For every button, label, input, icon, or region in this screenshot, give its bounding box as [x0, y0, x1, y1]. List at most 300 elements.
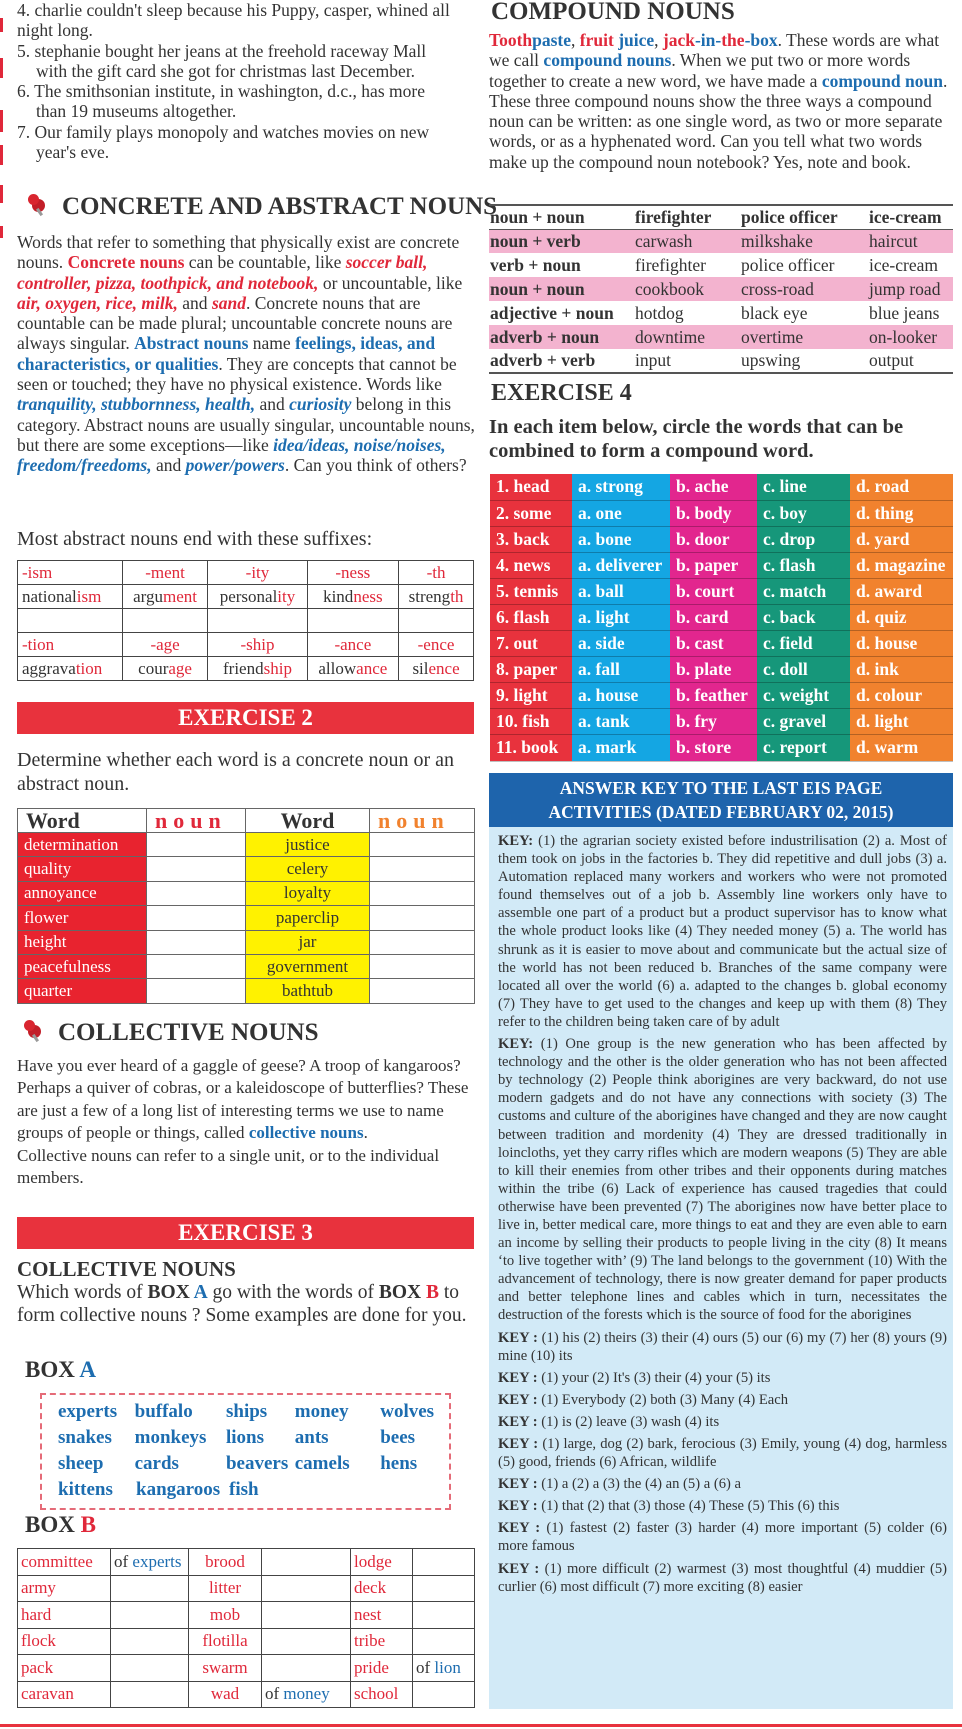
text: BOX — [147, 1282, 194, 1303]
option-word[interactable]: d. quiz — [850, 604, 953, 630]
option-word[interactable]: b. plate — [670, 657, 757, 683]
examples: idea/ideas, noise/noises, freedom/freedoms, — [17, 434, 446, 476]
option-word[interactable]: a. bone — [572, 526, 670, 552]
answer-cell[interactable] — [370, 881, 475, 905]
suffix-cell — [208, 609, 307, 633]
key-text: (1) fastest (2) faster (3) harder (4) more important (5) colder (6) more famous — [498, 1520, 947, 1555]
table-row — [18, 1549, 475, 1576]
collective-paragraph — [17, 1055, 475, 1189]
table-row — [490, 526, 953, 552]
answer-cell[interactable] — [147, 833, 246, 857]
suffix-table — [17, 560, 474, 681]
word-stem: sil — [412, 658, 429, 678]
table-row — [18, 906, 475, 930]
option-word[interactable]: c. doll — [757, 657, 850, 683]
table-row — [490, 735, 953, 761]
word-suffix: -ship — [240, 634, 275, 654]
table-row — [489, 277, 953, 301]
word-cell: flower — [18, 906, 147, 930]
answer-cell[interactable] — [147, 930, 246, 954]
table-row — [490, 474, 953, 500]
answer-cell[interactable] — [413, 1628, 475, 1655]
suffix-cell — [18, 585, 123, 609]
answer-cell[interactable] — [370, 857, 475, 881]
answer-word: experts — [132, 1551, 182, 1571]
text: and — [255, 394, 290, 415]
word-suffix: -tion — [22, 634, 55, 654]
margin-mark — [0, 18, 3, 32]
table-row — [490, 604, 953, 630]
option-word[interactable]: d. colour — [850, 683, 953, 709]
word-stem: argu — [133, 586, 164, 606]
box-a-word: ants — [294, 1427, 329, 1448]
text: . When we put two or more words together to create a new word, we have made a — [489, 50, 911, 91]
answer-cell[interactable] — [413, 1681, 475, 1708]
word-suffix: age — [168, 658, 192, 678]
word-cell: annoyance — [18, 881, 147, 905]
pushpin-icon — [26, 192, 48, 216]
word-suffix: -ance — [334, 634, 372, 654]
example-cell: black eye — [741, 302, 808, 323]
option-word[interactable]: b. body — [670, 500, 757, 526]
suffix-cell — [307, 561, 398, 585]
option-word[interactable]: a. house — [572, 683, 670, 709]
option-word[interactable]: d. warm — [850, 735, 953, 761]
table-row — [490, 631, 953, 657]
margin-mark — [0, 145, 3, 165]
answer-key-item — [489, 1329, 953, 1365]
answer-cell[interactable] — [111, 1681, 189, 1708]
text: . Can you think of others? — [284, 455, 467, 476]
list-item: 4. charlie couldn't sleep because his Puppy, casper, whined all night long. — [17, 0, 450, 41]
box-a-word: cards — [134, 1453, 179, 1474]
key-text: (1) your (2) It's (3) their (4) your (5) its — [537, 1369, 771, 1386]
option-word[interactable]: b. cast — [670, 631, 757, 657]
suffix-cell — [399, 609, 474, 633]
header-noun: noun — [147, 809, 246, 833]
header-word: Word — [18, 809, 147, 833]
key-text: (1) a (2) a (3) the (4) an (5) a (6) a — [537, 1476, 741, 1493]
answer-cell[interactable] — [147, 857, 246, 881]
answer-key-item — [489, 1413, 953, 1431]
collective-noun-cell: deck — [351, 1575, 413, 1602]
suffix-cell — [307, 633, 398, 657]
key-text: (1) more difficult (2) warmest (3) most thoughtful (4) muddier (5) curlier (6) most difficult (7) more exciting (8) easier — [498, 1560, 947, 1595]
example-cell: police officer — [741, 206, 838, 227]
option-word[interactable]: b. court — [670, 578, 757, 604]
item-word: 8. paper — [490, 657, 572, 683]
option-word[interactable]: b. fry — [670, 709, 757, 735]
word-suffix: ence — [428, 658, 460, 678]
answer-cell[interactable] — [413, 1575, 475, 1602]
option-word[interactable]: a. tank — [572, 709, 670, 735]
text: . These words are what we call — [489, 30, 940, 71]
word-suffix: -ence — [417, 634, 455, 654]
word-cell: bathtub — [246, 979, 370, 1003]
box-a-word: experts — [58, 1401, 118, 1422]
answer-cell[interactable] — [370, 906, 475, 930]
example-cell: downtime — [634, 325, 740, 349]
suffix-cell — [307, 609, 398, 633]
suffix-cell — [122, 561, 208, 585]
collective-noun-cell: pride — [351, 1655, 413, 1682]
collective-noun-cell: pack — [18, 1655, 111, 1682]
example-cell: carwash — [634, 229, 740, 253]
item-word: 11. book — [490, 735, 572, 761]
collective-noun-cell: caravan — [18, 1681, 111, 1708]
answer-cell[interactable] — [370, 954, 475, 978]
option-word[interactable]: b. feather — [670, 683, 757, 709]
table-row — [490, 552, 953, 578]
option-word[interactable]: c. report — [757, 735, 850, 761]
exercise-3-banner: EXERCISE 3 — [17, 1217, 474, 1249]
examples: sand — [211, 292, 246, 313]
suffix-row — [18, 561, 474, 585]
box-a-word: lions — [225, 1427, 265, 1448]
word-suffix: -ism — [22, 562, 53, 582]
text: . They are concepts that cannot be seen or touched; they have no physical existence. Words like — [17, 353, 457, 395]
answer-key-item — [489, 832, 953, 1031]
collective-noun-cell: tribe — [351, 1628, 413, 1655]
option-word[interactable]: c. weight — [757, 683, 850, 709]
option-word[interactable]: a. fall — [572, 657, 670, 683]
answer-key-item — [489, 1497, 953, 1515]
header-noun: noun — [370, 809, 475, 833]
example-cell: ice-cream — [869, 254, 938, 275]
answer-key-title: ANSWER KEY TO THE LAST EIS PAGE ACTIVITIES (DATED FEBRUARY 02, 2015) — [489, 773, 953, 827]
word-suffix: -ity — [245, 562, 270, 582]
word-suffix: -ness — [335, 562, 371, 582]
text: . — [363, 1123, 368, 1143]
collective-noun-cell: lodge — [351, 1549, 413, 1576]
of-word: of — [114, 1551, 129, 1571]
highlight: collective nouns — [248, 1123, 364, 1143]
suffix-row — [18, 657, 474, 681]
text: juice — [618, 30, 655, 50]
word-cell: height — [18, 930, 147, 954]
text: or uncountable, like — [318, 272, 463, 293]
suffix-cell — [399, 657, 474, 681]
pattern-cell: noun + noun — [490, 206, 585, 227]
table-row — [490, 683, 953, 709]
answer-cell[interactable] — [111, 1655, 189, 1682]
option-word[interactable]: c. match — [757, 578, 850, 604]
example-cell: hotdog — [635, 302, 684, 323]
text: paste — [532, 30, 572, 50]
collective-noun-cell: school — [351, 1681, 413, 1708]
item-word: 4. news — [490, 552, 572, 578]
text: Collective nouns can refer to a single unit, or to the individual members. — [17, 1145, 440, 1188]
highlight: Concrete nouns — [67, 252, 185, 273]
option-word[interactable]: c. flash — [757, 552, 850, 578]
option-word[interactable]: d. house — [850, 631, 953, 657]
collective-noun-cell: brood — [189, 1549, 262, 1576]
answer-cell[interactable] — [413, 1549, 475, 1576]
suffix-cell — [18, 633, 123, 657]
answer-cell[interactable] — [147, 979, 246, 1003]
table-row — [18, 881, 475, 905]
example-cell: on-looker — [868, 325, 953, 349]
heading-text: CONCRETE AND ABSTRACT NOUNS — [62, 193, 498, 220]
option-word[interactable]: a. side — [572, 631, 670, 657]
table-row — [18, 979, 475, 1003]
key-label: KEY: — [498, 833, 534, 849]
collective-noun-cell: swarm — [189, 1655, 262, 1682]
word-cell: quarter — [18, 979, 147, 1003]
margin-mark — [0, 185, 3, 203]
item-word: 1. head — [490, 474, 572, 500]
exercise-3-subtitle: COLLECTIVE NOUNS — [17, 1257, 236, 1281]
option-word[interactable]: c. gravel — [757, 709, 850, 735]
word-suffix: ness — [353, 586, 383, 606]
table-row — [489, 301, 953, 325]
key-label: KEY : — [498, 1498, 538, 1515]
option-word[interactable]: c. field — [757, 631, 850, 657]
key-label: KEY : — [498, 1329, 538, 1346]
box-a-word: buffalo — [134, 1401, 193, 1422]
examples: air, oxygen, rice, milk, — [17, 292, 178, 313]
pattern-cell: noun + verb — [489, 229, 634, 253]
answer-cell[interactable] — [111, 1628, 189, 1655]
option-word[interactable]: c. line — [757, 474, 850, 500]
box-a-label — [25, 1357, 96, 1383]
compound-paragraph — [489, 30, 953, 172]
text: can be countable, like — [184, 252, 346, 273]
key-text: (1) large, dog (2) bark, ferocious (3) Emily, young (4) dog, harmless (5) good, friends (6) African, wildlife — [498, 1436, 947, 1471]
answer-cell[interactable] — [147, 954, 246, 978]
examples: tranquility, stubbornness, health, — [17, 394, 256, 415]
word-stem: cour — [138, 658, 169, 678]
key-text: (1) that (2) that (3) those (4) These (5) This (6) this — [537, 1498, 840, 1515]
table-row — [18, 857, 475, 881]
word-stem: friend — [223, 658, 264, 678]
pushpin-icon — [22, 1018, 44, 1042]
table-row — [489, 253, 953, 277]
answer-word: lion — [434, 1657, 461, 1677]
section-heading-collective — [22, 1018, 318, 1047]
suffix-cell — [399, 585, 474, 609]
text: A — [79, 1357, 96, 1382]
example-cell: firefighter — [635, 254, 706, 275]
table-row — [18, 833, 475, 857]
word-cell: paperclip — [246, 906, 370, 930]
text: Tooth — [489, 30, 533, 50]
pattern-cell: adverb + noun — [489, 325, 634, 349]
examples: curiosity — [289, 394, 352, 415]
option-word[interactable]: b. store — [670, 735, 757, 761]
suffix-row — [18, 633, 474, 657]
text: A — [193, 1282, 208, 1303]
answer-cell[interactable] — [262, 1655, 351, 1682]
box-a-word: sheep — [58, 1453, 104, 1474]
option-word[interactable]: d. thing — [850, 500, 953, 526]
collective-noun-cell: wad — [189, 1681, 262, 1708]
exercise-2-banner: EXERCISE 2 — [17, 702, 474, 734]
box-a-row — [58, 1477, 449, 1503]
box-a-word: monkeys — [134, 1427, 207, 1448]
option-word[interactable]: b. door — [670, 526, 757, 552]
answer-cell[interactable] — [370, 979, 475, 1003]
text: Have you ever heard of a gaggle of geese? A troop of kangaroos? Perhaps a quiver of cobras, or a kaleidoscope of butterflies? These are just a few of a long list of interesting terms we use to name groups of people or things, called — [17, 1056, 469, 1143]
option-word[interactable]: c. back — [757, 604, 850, 630]
suffix-heading: Most abstract nouns end with these suffixes: — [17, 528, 373, 550]
item-word: 9. light — [490, 683, 572, 709]
box-a-word: wolves — [380, 1401, 435, 1422]
of-word: of — [416, 1657, 431, 1677]
word-stem: personal — [219, 586, 278, 606]
word-cell: jar — [246, 930, 370, 954]
text: BOX — [378, 1282, 426, 1303]
option-word[interactable]: a. one — [572, 500, 670, 526]
answer-cell[interactable] — [413, 1655, 475, 1682]
example-cell: overtime — [740, 325, 868, 349]
suffix-cell — [18, 609, 123, 633]
suffix-cell — [208, 633, 307, 657]
word-suffix: ism — [76, 586, 102, 606]
word-cell: justice — [246, 833, 370, 857]
header-word: Word — [246, 809, 370, 833]
box-a-word: ships — [225, 1401, 268, 1422]
option-word[interactable]: b. ache — [670, 474, 757, 500]
option-word[interactable]: a. light — [572, 604, 670, 630]
option-word[interactable]: d. award — [850, 578, 953, 604]
option-word[interactable]: d. yard — [850, 526, 953, 552]
text: . These three compound nouns show the three ways a compound noun can be written: as one single word, as two or more separate words, or as a hyphenated word. Can you tell what two words make up the compound noun notebook? Yes, note and book. — [489, 70, 948, 172]
margin-mark — [0, 110, 3, 132]
of-word: of — [265, 1684, 280, 1704]
key-text: (1) the agrarian society existed before industrilisation (2) a. Most of them took on jobs in the factories b. They did repetitive and dull jobs (3) a. Automation replaced many workers and workers who were not promoted found themselves out of a job b. Assembly line workers only have to assemble one part of a product but a product supervisor has to know what the whole product looks like (4) They needed money (5) a. The world has shrunk as it is easier to move about and communicate but the actual size of the world has not been reduced b. Branches of the same company were located all over the world (6) a. adapted to the changes b. global economy (7) They have to get used to the changes and keep up with them (8) They refer to the children being taken care of by adult — [498, 833, 947, 1030]
table-row — [489, 325, 953, 349]
box-a — [40, 1393, 451, 1510]
text: , — [571, 30, 580, 50]
text: compound nouns — [543, 50, 672, 71]
box-a-word: bees — [380, 1427, 416, 1448]
item-word: 10. fish — [490, 709, 572, 735]
answer-cell[interactable] — [111, 1575, 189, 1602]
answer-cell[interactable] — [262, 1575, 351, 1602]
option-word[interactable]: d. road — [850, 474, 953, 500]
highlight: Abstract nouns — [134, 333, 249, 354]
table-row — [18, 930, 475, 954]
example-cell: cross-road — [740, 277, 868, 301]
answer-cell[interactable] — [262, 1628, 351, 1655]
option-word[interactable]: c. boy — [757, 500, 850, 526]
text: fruit — [579, 30, 614, 50]
answer-key-item — [489, 1035, 953, 1325]
word-suffix: ment — [163, 586, 198, 606]
option-word[interactable]: a. strong — [572, 474, 670, 500]
pattern-cell: verb + noun — [490, 254, 581, 275]
key-label: KEY : — [498, 1391, 538, 1408]
word-suffix: ance — [356, 658, 388, 678]
suffix-cell — [399, 633, 474, 657]
word-stem: allow — [318, 658, 357, 678]
answer-key-item — [489, 1391, 953, 1409]
collective-noun-cell: flotilla — [189, 1628, 262, 1655]
table-row — [18, 1628, 475, 1655]
suffix-cell — [122, 657, 208, 681]
answer-key-box — [489, 773, 953, 1709]
answer-cell[interactable] — [413, 1602, 475, 1629]
text: Which words of — [17, 1282, 148, 1303]
option-word[interactable]: c. drop — [757, 526, 850, 552]
example-cell: haircut — [868, 229, 953, 253]
heading-text: COLLECTIVE NOUNS — [58, 1019, 319, 1046]
suffix-row — [18, 585, 474, 609]
answer-cell[interactable] — [262, 1602, 351, 1629]
table-row — [18, 1681, 475, 1708]
collective-noun-cell: hard — [18, 1602, 111, 1629]
suffix-cell — [18, 657, 123, 681]
text: and — [177, 292, 212, 313]
suffix-cell — [122, 609, 208, 633]
option-word[interactable]: b. paper — [670, 552, 757, 578]
option-word[interactable]: d. light — [850, 709, 953, 735]
option-word[interactable]: a. deliverer — [572, 552, 670, 578]
option-word[interactable]: d. ink — [850, 657, 953, 683]
answer-cell[interactable] — [111, 1602, 189, 1629]
text: BOX — [25, 1512, 81, 1537]
answer-cell[interactable] — [147, 881, 246, 905]
item-word: 6. flash — [490, 604, 572, 630]
example-cell: milkshake — [740, 229, 868, 253]
list-item: 5. stephanie bought her jeans at the freehold raceway Mall with the gift card she got for christmas last December. — [17, 40, 427, 81]
table-row — [490, 657, 953, 683]
word-stem: kind — [323, 586, 354, 606]
bottom-rule — [0, 1724, 962, 1727]
examples: soccer ball, controller, pizza, toothpick, and notebook, — [17, 252, 428, 293]
examples: power/powers — [185, 455, 285, 476]
option-word[interactable]: b. card — [670, 604, 757, 630]
option-word[interactable]: a. ball — [572, 578, 670, 604]
answer-word: money — [283, 1684, 330, 1704]
key-text: (1) his (2) theirs (3) their (4) ours (5) our (6) my (7) her (8) yours (9) mine (10) its — [498, 1329, 948, 1364]
key-label: KEY : — [498, 1476, 538, 1493]
suffix-cell — [18, 561, 123, 585]
box-a-word: camels — [294, 1453, 350, 1474]
answer-cell[interactable] — [262, 1681, 351, 1708]
table-row — [18, 1655, 475, 1682]
word-suffix: ity — [277, 586, 296, 606]
answer-cell[interactable] — [262, 1549, 351, 1576]
key-text: (1) Everybody (2) both (3) Many (4) Each — [537, 1391, 789, 1408]
answer-cell[interactable] — [111, 1549, 189, 1576]
exercise-2-instruction: Determine whether each word is a concrete noun or an abstract noun. — [17, 749, 455, 795]
key-label: KEY : — [498, 1436, 539, 1452]
box-a-word: kittens — [58, 1479, 113, 1500]
key-text: (1) One group is the new generation who has been affected by technology and the other is the older generation who has not been affected by technology (2) People think aborigines are very backward, do not use modern gadgets and do not have any connections with society (3) The customs and culture of the aborigines have changed and they are now caught between tradition and mordenity (4) They are dressed traditionally in loincloths, yet they carry rifles which are modern weapons (5) They are able to kill their enemies from other tribes and their opponents during matches within the tribe (6) Lack of experience has caused tragedies that could otherwise have been prevented (7) The aborigines now have better place to live in, better medical care, more things to eat and they are even able to earn an income by selling their products to people living in the city (8) It means ‘to live together with’ (9) The land belongs to the government (10) With the advancement of technology, there is now greater demand for paper products and better telephone lines and cables which in turn, necessitates the destruction of the forests which is the source of food for the aborigines — [498, 1036, 947, 1324]
table-header — [18, 809, 475, 833]
concrete-paragraph — [17, 232, 475, 476]
collective-noun-cell: nest — [351, 1602, 413, 1629]
option-word[interactable]: a. mark — [572, 735, 670, 761]
answer-cell[interactable] — [147, 906, 246, 930]
option-word[interactable]: d. magazine — [850, 552, 953, 578]
answer-cell[interactable] — [370, 833, 475, 857]
margin-mark — [0, 58, 3, 78]
exercise-4-instruction: In each item below, circle the words that can be combined to form a compound word. — [489, 416, 904, 462]
table-row — [490, 578, 953, 604]
word-suffix: tion — [75, 658, 103, 678]
answer-cell[interactable] — [370, 930, 475, 954]
word-suffix: -age — [150, 634, 180, 654]
collective-noun-cell: litter — [189, 1575, 262, 1602]
exercise-3-instruction — [17, 1282, 475, 1327]
word-cell: celery — [246, 857, 370, 881]
text: . Concrete nouns that are countable can be made plural; uncountable concrete nouns are always singular. — [17, 292, 453, 354]
margin-mark — [0, 226, 3, 238]
item-word: 7. out — [490, 631, 572, 657]
